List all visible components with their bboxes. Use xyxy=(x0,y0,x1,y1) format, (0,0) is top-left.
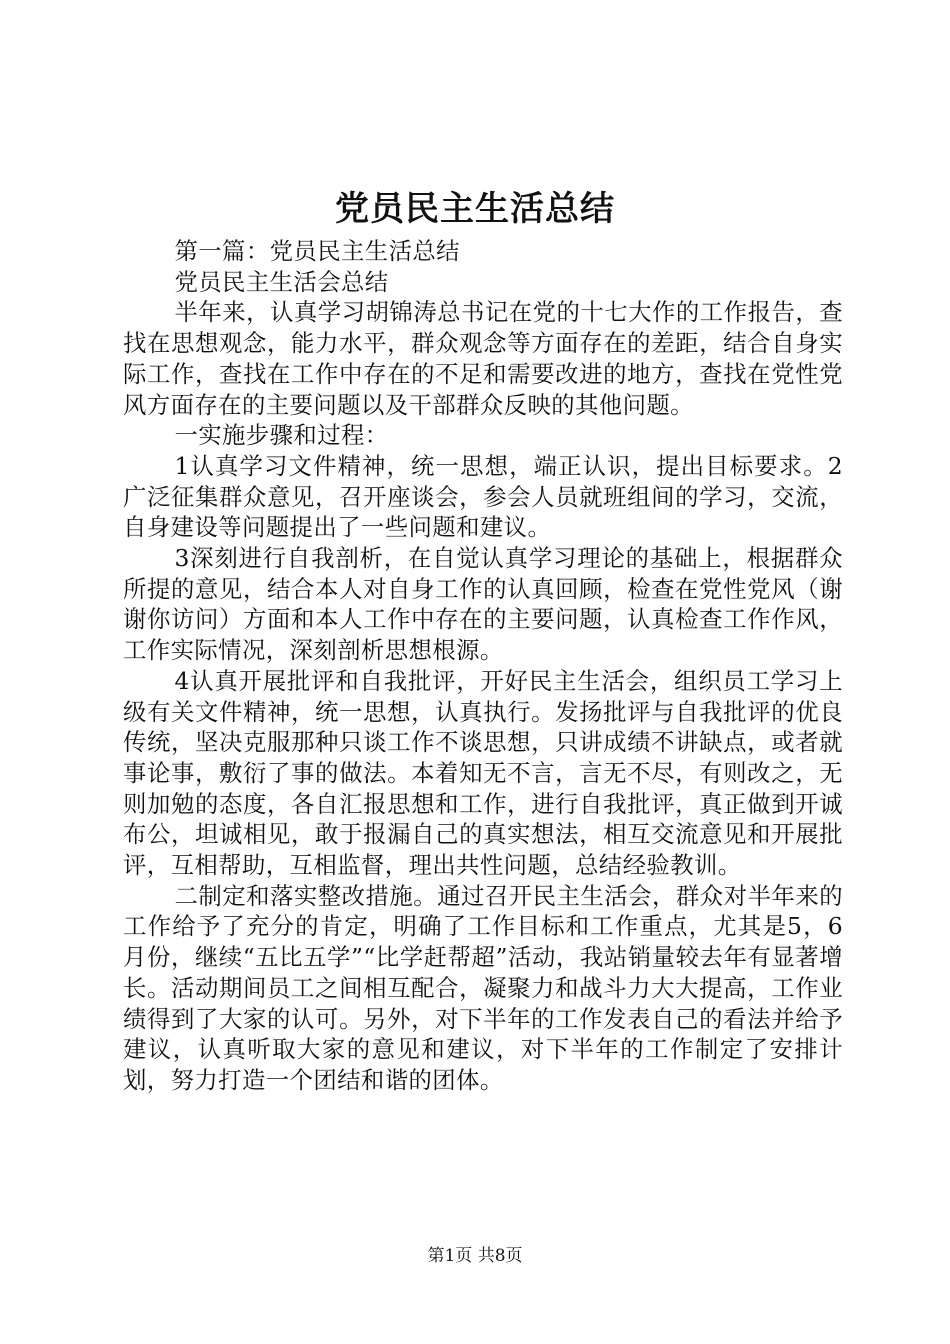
paragraph-step-1-2: 1认真学习文件精神，统一思想，端正认识，提出目标要求。2广泛征集群众意见，召开座谈会，参会人员就班组间的学习，交流，自身建设等问题提出了一些问题和建议。 xyxy=(123,451,843,542)
paragraph-step-3: 3深刻进行自我剖析，在自觉认真学习理论的基础上，根据群众所提的意见，结合本人对自身工作的认真回顾，检查在党性党风（谢谢你访问）方面和本人工作中存在的主要问题，认真检查工作作风，工作实际情况，深刻剖析思想根源。 xyxy=(123,544,843,665)
section-heading: 党员民主生活会总结 xyxy=(174,267,389,296)
document-title: 党员民主生活总结 xyxy=(335,189,615,229)
paragraph-rectification: 二制定和落实整改措施。通过召开民主生活会，群众对半年来的工作给予了充分的肯定，明确了工作目标和工作重点，尤其是5，6月份，继续“五比五学”“比学赶帮超”活动，我站销量较去年有显著增长。活动期间员工之间相互配合，凝聚力和战斗力大大提高，工作业绩得到了大家的认可。另外，对下半年的工作发表自己的看法并给予建议，认真听取大家的意见和建议，对下半年的工作制定了安排计划，努力打造一个团结和谐的团体。 xyxy=(123,881,843,1094)
paragraph-intro: 半年来，认真学习胡锦涛总书记在党的十七大作的工作报告，查找在思想观念，能力水平，群众观念等方面存在的差距，结合自身实际工作，查找在工作中存在的不足和需要改进的地方，查找在党性党风方面存在的主要问题以及干部群众反映的其他问题。 xyxy=(123,298,843,419)
chapter-heading: 第一篇：党员民主生活总结 xyxy=(174,237,460,265)
section-subheading: 一实施步骤和过程： xyxy=(174,421,389,450)
document-body xyxy=(123,236,843,1096)
paragraph-step-4: 4认真开展批评和自我批评，开好民主生活会，组织员工学习上级有关文件精神，统一思想，认真执行。发扬批评与自我批评的优良传统，坚决克服那种只谈工作不谈思想，只讲成绩不讲缺点，或者就事论事，敷衍了事的做法。本着知无不言，言无不尽，有则改之，无则加勉的态度，各自汇报思想和工作，进行自我批评，真正做到开诚布公，坦诚相见，敢于报漏自己的真实想法，相互交流意见和开展批评，互相帮助，互相监督，理出共性问题，总结经验教训。 xyxy=(123,666,843,880)
page-number-footer: 第1页 共8页 xyxy=(427,1246,523,1266)
